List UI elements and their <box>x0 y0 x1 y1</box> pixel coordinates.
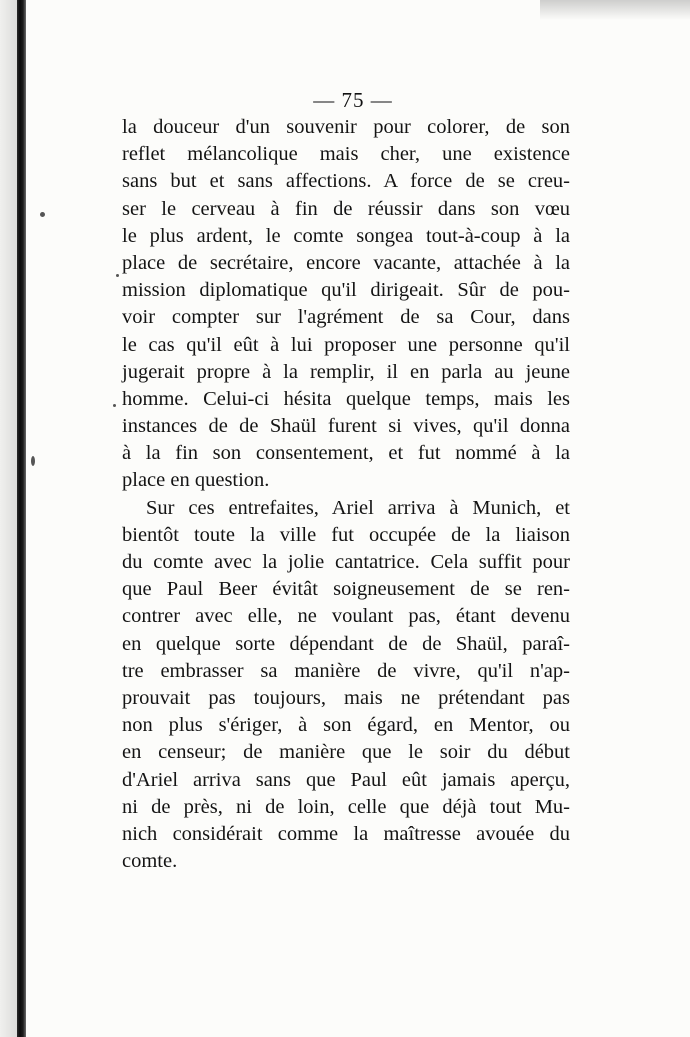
scan-speck <box>40 212 45 217</box>
text-line: le plus ardent, le comte songea tout-à-coup à la <box>122 224 570 247</box>
text-line: la douceur d'un souvenir pour colorer, de son <box>122 116 570 138</box>
text-line: d'Ariel arriva sans que Paul eût jamais aperçu, <box>122 768 570 791</box>
binding-shadow <box>0 0 17 1037</box>
text-line: sans but et sans affections. A force de se creu- <box>122 170 570 193</box>
text-line: instances de de Shaül furent si vives, qu'il donna <box>122 415 570 438</box>
body-text <box>122 114 570 875</box>
text-line: Sur ces entrefaites, Ariel arriva à Munich, et <box>146 496 570 519</box>
text-line: place en question. <box>122 469 270 492</box>
text-line: tre embrasser sa manière de vivre, qu'il n'ap- <box>122 659 570 682</box>
text-line: mission diplomatique qu'il dirigeait. Sûr de pou- <box>122 279 570 302</box>
text-line: comte. <box>122 850 178 873</box>
scan-speck <box>116 274 119 277</box>
text-line: le cas qu'il eût à lui proposer une personne qu'il <box>122 333 570 356</box>
text-line: non plus s'ériger, à son égard, en Mentor, ou <box>122 714 570 737</box>
paragraph-1 <box>122 114 570 495</box>
text-line: à la fin son consentement, et fut nommé à la <box>122 442 570 465</box>
text-line: voir compter sur l'agrément de sa Cour, dans <box>122 306 570 329</box>
text-line: ser le cerveau à fin de réussir dans son vœu <box>122 197 570 220</box>
text-line: bientôt toute la ville fut occupée de la liaison <box>122 523 570 546</box>
scan-speck <box>31 456 35 466</box>
text-line: contrer avec elle, ne voulant pas, étant devenu <box>122 605 570 628</box>
text-line: reflet mélancolique mais cher, une existence <box>122 143 570 166</box>
text-line: prouvait pas toujours, mais ne prétendant pas <box>122 686 570 709</box>
paragraph-2 <box>122 495 570 876</box>
text-line: place de secrétaire, encore vacante, attachée à la <box>122 251 570 274</box>
text-line: jugerait propre à la remplir, il en parla au jeune <box>122 360 570 383</box>
text-line: du comte avec la jolie cantatrice. Cela suffit pour <box>122 551 570 573</box>
page-number: — 75 — <box>313 88 393 112</box>
text-line: homme. Celui-ci hésita quelque temps, mais les <box>122 387 570 410</box>
scan-speck <box>113 404 116 407</box>
text-line: que Paul Beer évitât soigneusement de se ren- <box>122 578 570 601</box>
text-line: ni de près, ni de loin, celle que déjà tout Mu- <box>122 795 570 818</box>
binding-edge <box>17 0 26 1037</box>
scan-smudge <box>540 0 690 20</box>
text-line: nich considérait comme la maîtresse avouée du <box>122 822 570 845</box>
text-line: en censeur; de manière que le soir du début <box>122 741 570 764</box>
text-line: en quelque sorte dépendant de de Shaül, paraî- <box>122 632 570 655</box>
